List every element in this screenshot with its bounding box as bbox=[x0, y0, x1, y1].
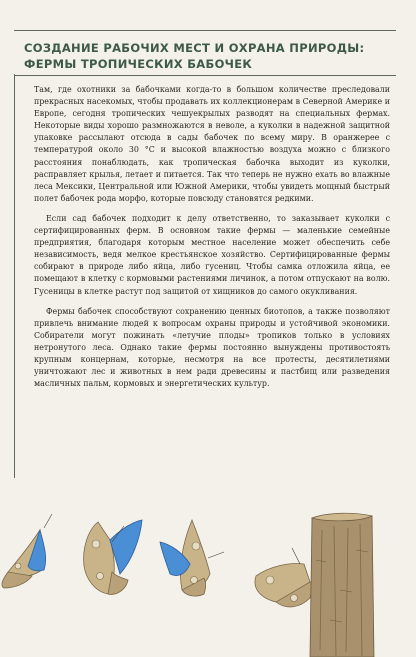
butterfly-1-icon bbox=[2, 514, 52, 588]
heading-line-2: ФЕРМЫ ТРОПИЧЕСКИХ БАБОЧЕК bbox=[24, 57, 253, 71]
paragraph-2: Если сад бабочек подходит к делу ответственно, то заказывает куколки с сертифицированных ферм. В основном такие фермы — маленькие семейные предприятия, благодаря которым местное население может обеспечить себе независимость, ведя мелкое крестьянское хозяйство. Сертифицированные фермы собирают в природе либо яйца, либо гусениц. Чтобы самка отложила яйца, ее помещают в клетку с кормовыми растениями личинок, а потом отпускают на волю. Гусеницы в клетке растут под защитой от хищников до самого окукливания. bbox=[34, 213, 390, 296]
paragraph-1: Там, где охотники за бабочками когда-то в большом количестве преследовали прекрасных насекомых, чтобы продавать их коллекционерам в Северной Америке и Европе, сегодня тропических чешуекрылых разводят на специальных фермах. Некоторые виды хорошо размножаются в неволе, а куколки в надежной защитной упаковке рассылают отсюда в сады бабочек по всему миру. В оранжерее с температурой около 30 °C и высокой влажностью воздуха можно с близкого расстояния понаблюдать, как тропическая бабочка выходит из куколки, расправляет крылья, летает и питается. Так что теперь не нужно ехать во влажные леса Мексики, Центральной или Южной Америки, чтобы увидеть мощный быстрый полет бабочек рода морфо, которые повсюду становятся редкими. bbox=[34, 85, 390, 203]
butterfly-2-icon bbox=[84, 520, 142, 594]
tree-trunk-icon bbox=[310, 513, 374, 657]
heading-line-1: СОЗДАНИЕ РАБОЧИХ МЕСТ И ОХРАНА ПРИРОДЫ: bbox=[24, 41, 365, 55]
paragraph-3: Фермы бабочек способствуют сохранению ценных биотопов, а также позволяют привлечь внимание людей к вопросам охраны природы и устойчивой экономики. Собиратели могут пожинать «летучие плоды» тропиков только в условиях нетронутого леса. Однако такие фермы постоянно вынуждены противостоять крупным концернам, которые, несмотря на все протесты, десятилетиями уничтожают лес и животных в нем ради древесины и пастбищ или разведения масличных пальм, кормовых и энергетических культур. bbox=[34, 306, 390, 389]
body-text bbox=[34, 84, 390, 398]
butterfly-4-icon bbox=[255, 548, 312, 607]
butterfly-3-icon bbox=[160, 520, 224, 596]
margin-rule bbox=[14, 74, 15, 478]
butterfly-illustration bbox=[0, 500, 416, 657]
section-heading bbox=[24, 40, 384, 72]
